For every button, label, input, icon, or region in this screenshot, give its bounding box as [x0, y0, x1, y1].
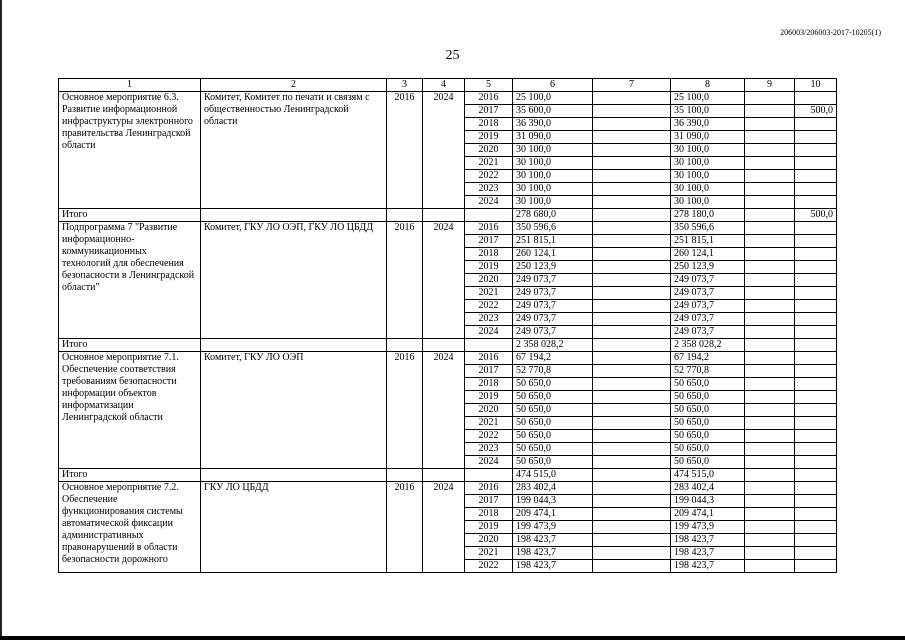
year-cell: 2021: [465, 547, 513, 560]
regional-cell: 31 090,0: [671, 131, 745, 144]
local-cell: [745, 482, 795, 495]
program-table: [58, 78, 837, 573]
local-cell: [745, 196, 795, 209]
regional-cell: 198 423,7: [671, 534, 745, 547]
federal-cell: [593, 196, 671, 209]
total-federal: [593, 339, 671, 352]
column-header: 8: [671, 79, 745, 92]
other-cell: [795, 222, 837, 235]
start-year: 2016: [387, 92, 423, 209]
year-cell: 2020: [465, 274, 513, 287]
regional-cell: 283 402,4: [671, 482, 745, 495]
total-cell: 31 090,0: [513, 131, 593, 144]
table-body: [59, 79, 837, 573]
table-row: [59, 482, 837, 495]
end-year: 2024: [423, 352, 465, 469]
total-cell: 50 650,0: [513, 404, 593, 417]
regional-cell: 199 044,3: [671, 495, 745, 508]
other-cell: [795, 534, 837, 547]
regional-cell: 30 100,0: [671, 183, 745, 196]
total-other: [795, 339, 837, 352]
local-cell: [745, 222, 795, 235]
regional-cell: 350 596,6: [671, 222, 745, 235]
total-cell: 50 650,0: [513, 378, 593, 391]
total-label: Итого: [59, 209, 201, 222]
year-cell: 2016: [465, 92, 513, 105]
other-cell: [795, 261, 837, 274]
federal-cell: [593, 456, 671, 469]
federal-cell: [593, 118, 671, 131]
total-cell: 199 473,9: [513, 521, 593, 534]
year-cell: 2017: [465, 105, 513, 118]
total-sum: 2 358 028,2: [513, 339, 593, 352]
other-cell: [795, 300, 837, 313]
total-cell: 209 474,1: [513, 508, 593, 521]
empty-cell: [423, 469, 465, 482]
total-cell: 249 073,7: [513, 287, 593, 300]
other-cell: [795, 144, 837, 157]
federal-cell: [593, 144, 671, 157]
federal-cell: [593, 547, 671, 560]
local-cell: [745, 508, 795, 521]
regional-cell: 249 073,7: [671, 287, 745, 300]
federal-cell: [593, 430, 671, 443]
total-cell: 50 650,0: [513, 456, 593, 469]
local-cell: [745, 430, 795, 443]
total-cell: 260 124,1: [513, 248, 593, 261]
local-cell: [745, 131, 795, 144]
total-row: [59, 469, 837, 482]
local-cell: [745, 248, 795, 261]
local-cell: [745, 170, 795, 183]
other-cell: [795, 326, 837, 339]
federal-cell: [593, 131, 671, 144]
federal-cell: [593, 222, 671, 235]
federal-cell: [593, 287, 671, 300]
executor: Комитет, ГКУ ЛО ОЭП: [201, 352, 387, 469]
other-cell: [795, 248, 837, 261]
total-cell: 30 100,0: [513, 157, 593, 170]
other-cell: [795, 378, 837, 391]
federal-cell: [593, 391, 671, 404]
year-cell: 2020: [465, 404, 513, 417]
other-cell: [795, 547, 837, 560]
year-cell: 2016: [465, 352, 513, 365]
federal-cell: [593, 482, 671, 495]
federal-cell: [593, 378, 671, 391]
total-local: [745, 209, 795, 222]
total-other: [795, 469, 837, 482]
federal-cell: [593, 495, 671, 508]
federal-cell: [593, 417, 671, 430]
regional-cell: 50 650,0: [671, 443, 745, 456]
local-cell: [745, 105, 795, 118]
empty-cell: [465, 469, 513, 482]
regional-cell: 50 650,0: [671, 417, 745, 430]
federal-cell: [593, 235, 671, 248]
federal-cell: [593, 534, 671, 547]
total-cell: 283 402,4: [513, 482, 593, 495]
year-cell: 2021: [465, 417, 513, 430]
year-cell: 2021: [465, 157, 513, 170]
year-cell: 2018: [465, 508, 513, 521]
federal-cell: [593, 352, 671, 365]
year-cell: 2017: [465, 495, 513, 508]
regional-cell: 50 650,0: [671, 378, 745, 391]
local-cell: [745, 521, 795, 534]
total-cell: 250 123,9: [513, 261, 593, 274]
end-year: 2024: [423, 222, 465, 339]
empty-cell: [201, 209, 387, 222]
federal-cell: [593, 92, 671, 105]
table-row: [59, 92, 837, 105]
column-header: 10: [795, 79, 837, 92]
local-cell: [745, 456, 795, 469]
total-cell: 199 044,3: [513, 495, 593, 508]
scan-left-edge: [0, 0, 2, 640]
local-cell: [745, 144, 795, 157]
local-cell: [745, 391, 795, 404]
local-cell: [745, 352, 795, 365]
regional-cell: 50 650,0: [671, 404, 745, 417]
year-cell: 2016: [465, 222, 513, 235]
other-cell: [795, 560, 837, 573]
regional-cell: 30 100,0: [671, 170, 745, 183]
other-cell: [795, 404, 837, 417]
year-cell: 2018: [465, 118, 513, 131]
other-cell: [795, 521, 837, 534]
empty-cell: [387, 339, 423, 352]
year-cell: 2023: [465, 183, 513, 196]
regional-cell: 249 073,7: [671, 326, 745, 339]
year-cell: 2022: [465, 430, 513, 443]
year-cell: 2019: [465, 521, 513, 534]
regional-cell: 260 124,1: [671, 248, 745, 261]
other-cell: [795, 274, 837, 287]
federal-cell: [593, 261, 671, 274]
federal-cell: [593, 508, 671, 521]
local-cell: [745, 274, 795, 287]
total-row: [59, 339, 837, 352]
total-federal: [593, 209, 671, 222]
executor: Комитет, ГКУ ЛО ОЭП, ГКУ ЛО ЦБДД: [201, 222, 387, 339]
total-cell: 36 390,0: [513, 118, 593, 131]
total-cell: 350 596,6: [513, 222, 593, 235]
other-cell: [795, 196, 837, 209]
other-cell: [795, 443, 837, 456]
other-cell: [795, 508, 837, 521]
column-header: 1: [59, 79, 201, 92]
other-cell: [795, 456, 837, 469]
other-cell: [795, 170, 837, 183]
column-header: 6: [513, 79, 593, 92]
local-cell: [745, 92, 795, 105]
regional-cell: 50 650,0: [671, 430, 745, 443]
local-cell: [745, 287, 795, 300]
regional-cell: 52 770,8: [671, 365, 745, 378]
start-year: 2016: [387, 482, 423, 573]
regional-cell: 50 650,0: [671, 391, 745, 404]
end-year: 2024: [423, 92, 465, 209]
local-cell: [745, 261, 795, 274]
empty-cell: [465, 339, 513, 352]
total-label: Итого: [59, 339, 201, 352]
total-cell: 198 423,7: [513, 534, 593, 547]
regional-cell: 199 473,9: [671, 521, 745, 534]
total-cell: 249 073,7: [513, 300, 593, 313]
column-header: 4: [423, 79, 465, 92]
local-cell: [745, 326, 795, 339]
total-regional: 2 358 028,2: [671, 339, 745, 352]
scan-bottom-edge: [0, 636, 905, 640]
total-cell: 35 600,0: [513, 105, 593, 118]
header-row: [59, 79, 837, 92]
other-cell: [795, 495, 837, 508]
measure-name: Основное мероприятие 7.1. Обеспечение соответствия требованиям безопасности информации объектов информатизации Ленинградской области: [59, 352, 201, 469]
federal-cell: [593, 105, 671, 118]
year-cell: 2022: [465, 560, 513, 573]
measure-name: Подпрограмма 7 "Развитие информационно-коммуникационных технологий для обеспечения безопасности в Ленинградской области": [59, 222, 201, 339]
column-header: 3: [387, 79, 423, 92]
other-cell: [795, 365, 837, 378]
regional-cell: 249 073,7: [671, 274, 745, 287]
other-cell: [795, 391, 837, 404]
regional-cell: 250 123,9: [671, 261, 745, 274]
year-cell: 2019: [465, 391, 513, 404]
local-cell: [745, 183, 795, 196]
empty-cell: [201, 469, 387, 482]
year-cell: 2020: [465, 534, 513, 547]
federal-cell: [593, 274, 671, 287]
total-sum: 278 680,0: [513, 209, 593, 222]
total-cell: 50 650,0: [513, 430, 593, 443]
empty-cell: [201, 339, 387, 352]
year-cell: 2024: [465, 196, 513, 209]
federal-cell: [593, 326, 671, 339]
total-local: [745, 469, 795, 482]
other-cell: [795, 183, 837, 196]
regional-cell: 198 423,7: [671, 547, 745, 560]
other-cell: [795, 352, 837, 365]
empty-cell: [465, 209, 513, 222]
table-row: [59, 222, 837, 235]
local-cell: [745, 235, 795, 248]
federal-cell: [593, 170, 671, 183]
local-cell: [745, 118, 795, 131]
other-cell: 500,0: [795, 105, 837, 118]
regional-cell: 50 650,0: [671, 456, 745, 469]
local-cell: [745, 495, 795, 508]
start-year: 2016: [387, 222, 423, 339]
regional-cell: 35 100,0: [671, 105, 745, 118]
end-year: 2024: [423, 482, 465, 573]
year-cell: 2023: [465, 313, 513, 326]
year-cell: 2017: [465, 235, 513, 248]
federal-cell: [593, 248, 671, 261]
year-cell: 2020: [465, 144, 513, 157]
federal-cell: [593, 157, 671, 170]
regional-cell: 251 815,1: [671, 235, 745, 248]
total-regional: 278 180,0: [671, 209, 745, 222]
local-cell: [745, 300, 795, 313]
local-cell: [745, 313, 795, 326]
federal-cell: [593, 404, 671, 417]
regional-cell: 30 100,0: [671, 144, 745, 157]
year-cell: 2019: [465, 131, 513, 144]
total-cell: 50 650,0: [513, 391, 593, 404]
other-cell: [795, 92, 837, 105]
year-cell: 2021: [465, 287, 513, 300]
total-cell: 50 650,0: [513, 443, 593, 456]
federal-cell: [593, 560, 671, 573]
year-cell: 2022: [465, 170, 513, 183]
total-label: Итого: [59, 469, 201, 482]
total-cell: 249 073,7: [513, 313, 593, 326]
empty-cell: [423, 209, 465, 222]
total-cell: 50 650,0: [513, 417, 593, 430]
local-cell: [745, 417, 795, 430]
other-cell: [795, 235, 837, 248]
year-cell: 2022: [465, 300, 513, 313]
start-year: 2016: [387, 352, 423, 469]
document-reference: 206003/206003-2017-10205(1): [780, 28, 881, 37]
local-cell: [745, 443, 795, 456]
regional-cell: 209 474,1: [671, 508, 745, 521]
regional-cell: 30 100,0: [671, 157, 745, 170]
federal-cell: [593, 300, 671, 313]
page-number: 25: [445, 48, 460, 63]
other-cell: [795, 313, 837, 326]
year-cell: 2017: [465, 365, 513, 378]
table-row: [59, 352, 837, 365]
federal-cell: [593, 313, 671, 326]
regional-cell: 198 423,7: [671, 560, 745, 573]
measure-name: Основное мероприятие 7.2. Обеспечение функционирования системы автоматической фиксации административных правонарушений в области безопасности дорожного: [59, 482, 201, 573]
total-cell: 30 100,0: [513, 196, 593, 209]
total-row: [59, 209, 837, 222]
total-sum: 474 515,0: [513, 469, 593, 482]
local-cell: [745, 404, 795, 417]
federal-cell: [593, 443, 671, 456]
year-cell: 2018: [465, 248, 513, 261]
other-cell: [795, 118, 837, 131]
local-cell: [745, 378, 795, 391]
other-cell: [795, 430, 837, 443]
regional-cell: 249 073,7: [671, 300, 745, 313]
total-other: 500,0: [795, 209, 837, 222]
year-cell: 2024: [465, 326, 513, 339]
local-cell: [745, 365, 795, 378]
measure-name: Основное мероприятие 6.3. Развитие информационной инфраструктуры электронного правительства Ленинградской области: [59, 92, 201, 209]
column-header: 2: [201, 79, 387, 92]
federal-cell: [593, 183, 671, 196]
total-regional: 474 515,0: [671, 469, 745, 482]
federal-cell: [593, 521, 671, 534]
column-header: 9: [745, 79, 795, 92]
total-cell: 198 423,7: [513, 547, 593, 560]
other-cell: [795, 157, 837, 170]
year-cell: 2019: [465, 261, 513, 274]
total-cell: 251 815,1: [513, 235, 593, 248]
empty-cell: [387, 209, 423, 222]
local-cell: [745, 560, 795, 573]
other-cell: [795, 482, 837, 495]
local-cell: [745, 534, 795, 547]
total-cell: 249 073,7: [513, 326, 593, 339]
total-cell: 30 100,0: [513, 183, 593, 196]
empty-cell: [423, 339, 465, 352]
regional-cell: 30 100,0: [671, 196, 745, 209]
other-cell: [795, 131, 837, 144]
total-cell: 30 100,0: [513, 144, 593, 157]
local-cell: [745, 547, 795, 560]
total-local: [745, 339, 795, 352]
total-federal: [593, 469, 671, 482]
executor: Комитет, Комитет по печати и связям с общественностью Ленинградской области: [201, 92, 387, 209]
local-cell: [745, 157, 795, 170]
other-cell: [795, 287, 837, 300]
column-header: 7: [593, 79, 671, 92]
federal-cell: [593, 365, 671, 378]
total-cell: 249 073,7: [513, 274, 593, 287]
year-cell: 2023: [465, 443, 513, 456]
total-cell: 67 194,2: [513, 352, 593, 365]
year-cell: 2016: [465, 482, 513, 495]
total-cell: 52 770,8: [513, 365, 593, 378]
other-cell: [795, 417, 837, 430]
empty-cell: [387, 469, 423, 482]
year-cell: 2024: [465, 456, 513, 469]
executor: ГКУ ЛО ЦБДД: [201, 482, 387, 573]
regional-cell: 25 100,0: [671, 92, 745, 105]
total-cell: 25 100,0: [513, 92, 593, 105]
regional-cell: 249 073,7: [671, 313, 745, 326]
regional-cell: 67 194,2: [671, 352, 745, 365]
year-cell: 2018: [465, 378, 513, 391]
total-cell: 30 100,0: [513, 170, 593, 183]
regional-cell: 36 390,0: [671, 118, 745, 131]
column-header: 5: [465, 79, 513, 92]
total-cell: 198 423,7: [513, 560, 593, 573]
